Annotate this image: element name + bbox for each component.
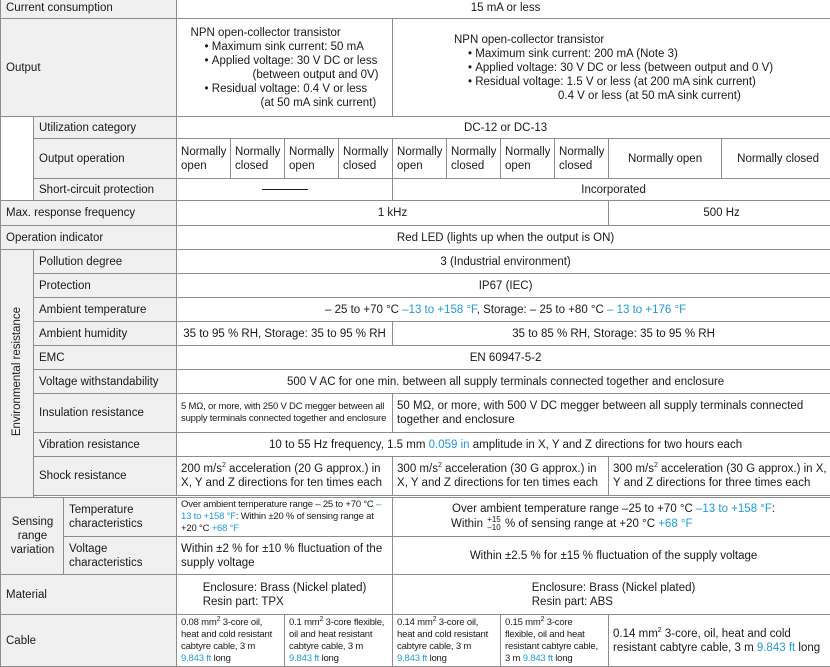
label-pollution-degree: Pollution degree [34, 250, 177, 274]
temp-left-a: Over ambient temperature range – 25 to +70 °C [181, 499, 376, 510]
vibration-amplitude-in: 0.059 in [429, 439, 470, 451]
cable-5-d: long [795, 642, 820, 654]
output-left-bullet-1: • Maximum sink current: 50 mA [205, 40, 379, 54]
label-voltage-characteristics: Voltage characteristics [64, 537, 177, 575]
value-vibration-resistance [177, 433, 830, 457]
sup: 2 [222, 462, 226, 469]
label-ambient-temperature: Ambient temperature [34, 298, 177, 322]
row-max-response-frequency [1, 201, 830, 226]
label-output-operation: Output operation [34, 139, 177, 179]
not-applicable-dash [262, 189, 308, 190]
shock-2-b: acceleration (30 G approx.) in X, Y and Z directions for ten times each [397, 463, 598, 489]
operation-cell: Normally open [177, 139, 231, 179]
cable-3-a: 0.14 mm [397, 617, 433, 628]
row-short-circuit-protection [1, 179, 830, 201]
output-right-bullet-3: • Residual voltage: 1.5 V or less (at 200 mA sink current) [468, 75, 773, 89]
row-temperature-characteristics [1, 498, 830, 537]
operation-cell: Normally closed [555, 139, 609, 179]
group-label-environmental: Environmental resistance [10, 307, 24, 436]
value-shock-2 [393, 457, 609, 496]
material-left-1: Enclosure: Brass (Nickel plated) [203, 581, 367, 595]
operation-cell: Normally open [609, 139, 722, 179]
label-protection: Protection [34, 274, 177, 298]
vibration-text-a: 10 to 55 Hz frequency, 1.5 mm [269, 439, 429, 451]
output-right-bullet-2: • Applied voltage: 30 V DC or less (between output and 0 V) [468, 61, 773, 75]
output-right-title: NPN open-collector transistor [454, 33, 773, 47]
row-output [1, 19, 830, 117]
cable-1-c: 9.843 ft [181, 653, 211, 664]
output-left-bullet-2-cont: (between output and 0V) [191, 68, 379, 82]
blank-spacer-cell [1, 117, 34, 201]
cable-2-b: 3-core flexible, oil and heat resistant cabtyre cable, 3 m [289, 617, 384, 652]
cable-1-b: 3-core oil, heat and cold resistant cabtyre cable, 3 m [181, 617, 272, 652]
row-emc [1, 346, 830, 370]
value-volt-left: Within ±2 % for ±10 % fluctuation of the supply voltage [177, 537, 393, 575]
group-environmental-resistance [1, 250, 34, 498]
value-material-right [393, 575, 830, 615]
value-short-circuit-left [177, 179, 393, 201]
sup: 2 [438, 462, 442, 469]
operation-cell: Normally open [501, 139, 555, 179]
label-material: Material [1, 575, 177, 615]
row-operation-indicator [1, 226, 830, 250]
group-label-sensing: Sensing range variation [8, 515, 58, 557]
value-material-left [177, 575, 393, 615]
cable-3-d: long [427, 653, 447, 664]
label-utilization-category: Utilization category [34, 117, 177, 139]
operation-cell: Normally closed [722, 139, 830, 179]
shock-3-a: 300 m/s [613, 463, 654, 475]
value-shock-3 [609, 457, 830, 496]
sup: 2 [217, 615, 221, 622]
row-material [1, 575, 830, 615]
value-volt-right: Within ±2.5 % for ±15 % fluctuation of the supply voltage [393, 537, 830, 575]
output-left-bullet-3: • Residual voltage: 0.4 V or less [205, 82, 379, 96]
cable-3-c: 9.843 ft [397, 653, 427, 664]
label-voltage-withstandability: Voltage withstandability [34, 370, 177, 394]
output-left-bullet-2: • Applied voltage: 30 V DC or less [205, 54, 379, 68]
row-voltage-characteristics [1, 537, 830, 575]
operation-cell: Normally open [285, 139, 339, 179]
label-temperature-characteristics: Temperature characteristics [64, 498, 177, 537]
value-pollution-degree: 3 (Industrial environment) [177, 250, 830, 274]
sup: 2 [654, 462, 658, 469]
row-current-consumption [1, 0, 830, 19]
value-humidity-left: 35 to 95 % RH, Storage: 35 to 95 % RH [177, 322, 393, 346]
label-ambient-humidity: Ambient humidity [34, 322, 177, 346]
value-shock-1 [177, 457, 393, 496]
temp-left-d: +68 °F [212, 523, 239, 534]
value-operation-indicator: Red LED (lights up when the output is ON) [177, 226, 830, 250]
shock-3-b: acceleration (30 G approx.) in X, Y and Z directions for three times each [613, 463, 827, 489]
label-insulation-resistance: Insulation resistance [34, 394, 177, 433]
shock-1-b: acceleration (20 G approx.) in X, Y and Z directions for ten times each [181, 463, 382, 489]
label-max-response-frequency: Max. response frequency [1, 201, 177, 226]
cable-2-d: long [319, 653, 339, 664]
value-current-consumption: 15 mA or less [177, 0, 830, 19]
temp-range-c: – 25 to +70 °C [325, 304, 402, 316]
output-left-title: NPN open-collector transistor [191, 26, 379, 40]
row-protection [1, 274, 830, 298]
value-humidity-right: 35 to 85 % RH, Storage: 35 to 95 % RH [393, 322, 830, 346]
operation-cell: Normally closed [447, 139, 501, 179]
label-shock-resistance: Shock resistance [34, 457, 177, 496]
value-response-left: 1 kHz [177, 201, 609, 226]
value-insulation-left: 5 MΩ, or more, with 250 V DC megger between all supply terminals connected together and enclosure [177, 394, 393, 433]
value-utilization-category: DC-12 or DC-13 [177, 117, 830, 139]
cable-5-c: 9.843 ft [757, 642, 795, 654]
label-operation-indicator: Operation indicator [1, 226, 177, 250]
group-sensing-range-variation [1, 498, 64, 575]
temp-right-d: Within [451, 518, 486, 530]
row-insulation-resistance [1, 394, 830, 433]
cable-4-c: 9.843 ft [523, 653, 553, 664]
storage-range-f: – 13 to +176 °F [607, 304, 686, 316]
value-cable-1 [177, 615, 285, 667]
operation-cell: Normally closed [231, 139, 285, 179]
cable-4-d: long [553, 653, 573, 664]
value-temp-right [393, 498, 830, 537]
row-output-operation [1, 139, 830, 179]
cable-2-a: 0.1 mm [289, 617, 319, 628]
vibration-text-c: amplitude in X, Y and Z directions for two hours each [470, 439, 743, 451]
shock-1-a: 200 m/s [181, 463, 222, 475]
tolerance-down: –10 [487, 524, 501, 532]
cable-1-a: 0.08 mm [181, 617, 217, 628]
label-short-circuit-protection: Short-circuit protection [34, 179, 177, 201]
value-ambient-temperature [177, 298, 830, 322]
temp-left-b: –13 to +158 °F [181, 499, 381, 522]
label-cable: Cable [1, 615, 177, 667]
cable-2-c: 9.843 ft [289, 653, 319, 664]
value-cable-3 [393, 615, 501, 667]
row-voltage-withstandability [1, 370, 830, 394]
value-emc: EN 60947-5-2 [177, 346, 830, 370]
label-vibration-resistance: Vibration resistance [34, 433, 177, 457]
cable-4-a: 0.15 mm [505, 617, 541, 628]
value-response-right: 500 Hz [609, 201, 830, 226]
temp-left-c: : Within ±20 % of sensing range at +20 °C [181, 511, 374, 534]
row-ambient-temperature [1, 298, 830, 322]
output-left-bullet-3-cont: (at 50 mA sink current) [191, 96, 379, 110]
material-left-2: Resin part: TPX [203, 595, 367, 609]
row-shock-resistance [1, 457, 830, 496]
shock-2-a: 300 m/s [397, 463, 438, 475]
operation-cell: Normally closed [339, 139, 393, 179]
label-output: Output [1, 19, 177, 117]
temp-right-c: : [772, 503, 775, 515]
temp-right-b: –13 to +158 °F [696, 503, 772, 515]
value-cable-2 [285, 615, 393, 667]
sup: 2 [541, 615, 545, 622]
row-vibration-resistance [1, 433, 830, 457]
value-temp-left [177, 498, 393, 537]
output-right-bullet-1: • Maximum sink current: 200 mA (Note 3) [468, 47, 773, 61]
sup: 2 [433, 615, 437, 622]
row-utilization-category [1, 117, 830, 139]
temp-right-e: % of sensing range at +20 °C [502, 518, 658, 530]
cable-1-d: long [211, 653, 231, 664]
value-cable-4 [501, 615, 609, 667]
cable-3-b: 3-core oil, heat and cold resistant cabtyre cable, 3 m [397, 617, 488, 652]
label-emc: EMC [34, 346, 177, 370]
value-protection: IP67 (IEC) [177, 274, 830, 298]
label-current-consumption: Current consumption [1, 0, 177, 19]
value-cable-5 [609, 615, 830, 667]
sup: 2 [658, 627, 662, 634]
value-voltage-withstandability: 500 V AC for one min. between all supply terminals connected together and enclosure [177, 370, 830, 394]
material-right-1: Enclosure: Brass (Nickel plated) [532, 581, 696, 595]
value-output-right [393, 19, 830, 117]
row-ambient-humidity [1, 322, 830, 346]
material-right-2: Resin part: ABS [532, 595, 696, 609]
storage-range-c: , Storage: – 25 to +80 °C [477, 304, 607, 316]
tolerance-fraction [487, 516, 501, 532]
cable-5-a: 0.14 mm [613, 628, 658, 640]
value-insulation-right: 50 MΩ, or more, with 500 V DC megger between all supply terminals connected together and enclosure [393, 394, 830, 433]
value-short-circuit-right: Incorporated [393, 179, 830, 201]
temp-right-a: Over ambient temperature range –25 to +70 °C [452, 503, 696, 515]
value-output-left [177, 19, 393, 117]
cable-4-b: 3-core flexible, oil and heat resistant cabtyre cable, 3 m [505, 617, 598, 664]
operation-cell: Normally open [393, 139, 447, 179]
temp-right-f: +68 °F [658, 518, 692, 530]
tolerance-up: +15 [487, 516, 501, 524]
temp-range-f: –13 to +158 °F [402, 304, 477, 316]
row-pollution-degree [1, 250, 830, 274]
cable-5-b: 3-core, oil, heat and cold resistant cabtyre cable, 3 m [613, 628, 791, 654]
output-right-bullet-3-cont: 0.4 V or less (at 50 mA sink current) [454, 89, 773, 103]
sup: 2 [320, 615, 324, 622]
row-cable [1, 615, 830, 667]
